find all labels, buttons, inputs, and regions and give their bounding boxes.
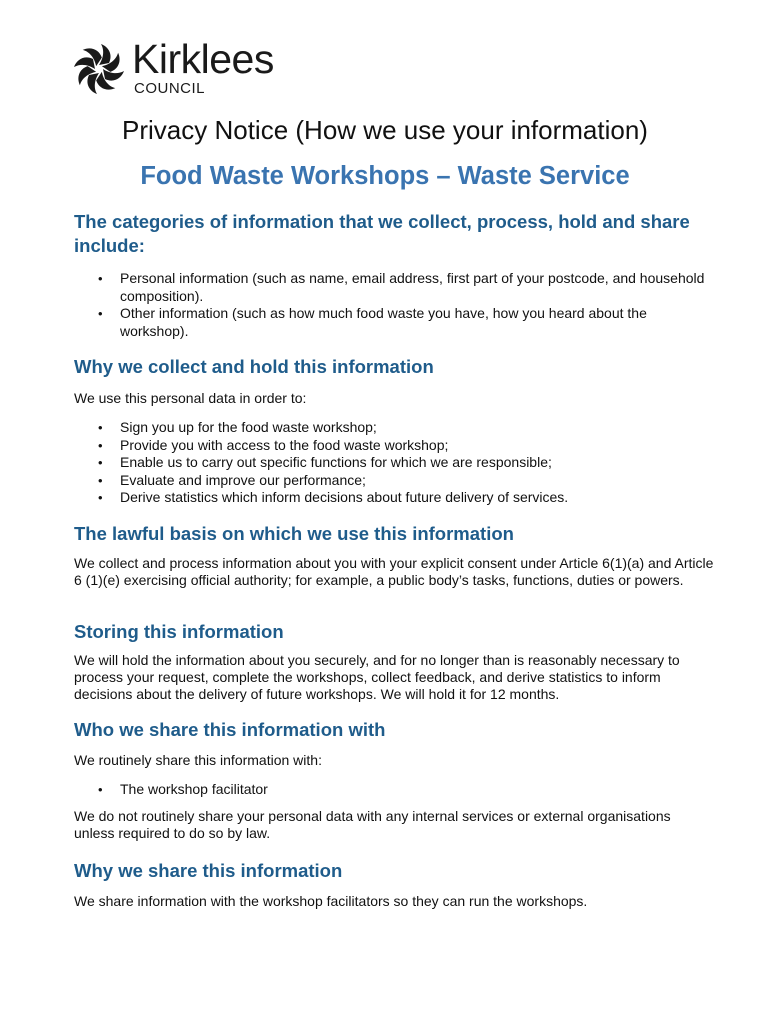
brand-name: Kirklees: [132, 36, 274, 82]
page-title: Privacy Notice (How we use your information): [122, 115, 648, 145]
section-heading-share-with: Who we share this information with: [74, 718, 386, 740]
list-item: • Provide you with access to the food waste workshop;: [74, 437, 714, 455]
why-collect-list: [74, 419, 714, 507]
list-item: • Personal information (such as name, email address, first part of your postcode, and household composition).: [74, 270, 714, 305]
list-item: • Enable us to carry out specific functions for which we are responsible;: [74, 454, 714, 472]
why-share-text: We share information with the workshop facilitators so they can run the workshops.: [74, 893, 588, 909]
lawful-basis-text: We collect and process information about you with your explicit consent under Article 6(1)(a) and Article 6 (1)(e) exercising official authority; for example, a public body’s tasks, functions, duties or powers.: [74, 554, 714, 588]
brand-sub: COUNCIL: [134, 80, 206, 97]
section-heading-categories: The categories of information that we collect, process, hold and share include:: [74, 211, 690, 256]
list-item: • Derive statistics which inform decisions about future delivery of services.: [74, 489, 714, 507]
list-item: • Sign you up for the food waste workshop;: [74, 419, 714, 437]
section-heading-why-collect: Why we collect and hold this information: [74, 356, 434, 377]
section-heading-why-share: Why we share this information: [74, 860, 343, 881]
list-item: • Evaluate and improve our performance;: [74, 472, 714, 490]
why-collect-intro: We use this personal data in order to:: [74, 390, 307, 406]
section-heading-storing: Storing this information: [74, 620, 284, 642]
share-with-text: We do not routinely share your personal data with any internal services or external organisations unless required to do so by law.: [74, 808, 671, 841]
share-with-list: [74, 781, 714, 799]
list-item: • Other information (such as how much food waste you have, how you heard about the workshop).: [74, 305, 714, 340]
kirklees-swirl-icon: [72, 42, 126, 96]
categories-list: [74, 270, 714, 340]
document-body: [74, 210, 714, 910]
page-subtitle: Food Waste Workshops – Waste Service: [140, 162, 630, 190]
list-item: • The workshop facilitator: [74, 781, 714, 799]
section-heading-lawful-basis: The lawful basis on which we use this information: [74, 522, 514, 544]
storing-text: We will hold the information about you securely, and for no longer than is reasonably necessary to process your request, complete the workshops, collect feedback, and derive statistics to inform decisions about the delivery of future workshops. We will hold it for 12 months.: [74, 651, 680, 702]
share-with-intro: We routinely share this information with:: [74, 751, 322, 768]
kirklees-logo: [72, 36, 312, 104]
